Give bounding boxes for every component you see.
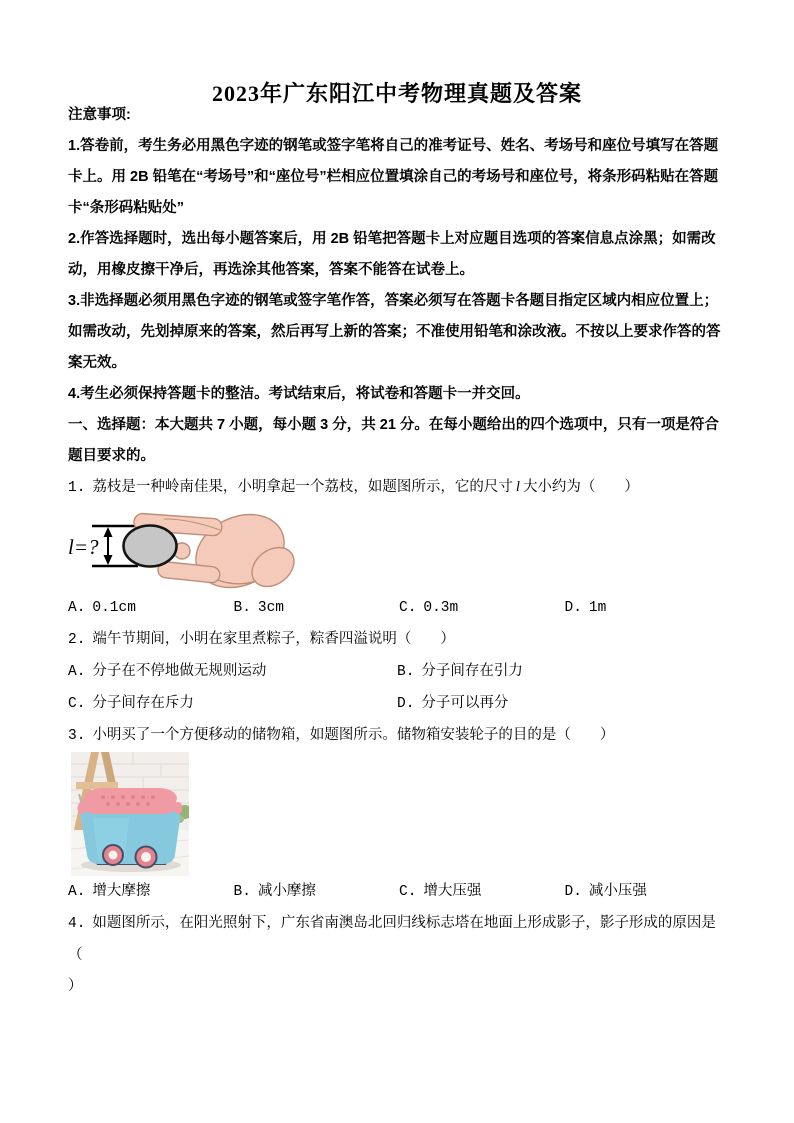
option-a: A. 0.1cm [68,600,136,616]
option-d: D. 分子可以再分 [397,695,509,712]
option-d: D. 1m [564,600,607,616]
question-3-number: 3. [68,728,86,744]
notice-item-3: 3.非选择题必须用黑色字迹的钢笔或签字笔作答，答案必须写在答题卡各题目指定区域内相应位置上；如需改动，先划掉原来的答案，然后再写上新的答案；不准使用铅笔和涂改液。不按以上要求作答的答案无效。 [68,293,721,371]
notice-item-2: 2.作答选择题时，选出每小题答案后，用 2B 铅笔把答题卡上对应题目选项的答案信息点涂黑；如需改动，用橡皮擦干净后，再选涂其他答案，答案不能答在试卷上。 [68,231,716,278]
option-c: C. 0.3m [399,600,459,616]
section-heading: 一、选择题：本大题共 7 小题，每小题 3 分，共 21 分。在每小题给出的四个选项中，只有一项是符合题目要求的。 [68,417,719,464]
question-4-text: 4. 如题图所示，在阳光照射下，广东省南澳岛北回归线标志塔在地面上形成影子，影子形成的原因是（ [68,915,716,963]
notice-item-1: 1.答卷前，考生务必用黑色字迹的钢笔或签字笔将自己的准考证号、姓名、考场号和座位号填写在答题卡上。用 2B 铅笔在“考场号”和“座位号”栏相应位置填涂自己的考场号和座位号，将条形码粘贴在答题卡“条形码粘贴处” [68,138,719,216]
question-2-text: 2. 端午节期间，小明在家里煮粽子，粽香四溢说明（ ） [68,631,455,648]
question-4-number: 4. [68,916,86,932]
question-1-number: 1. [68,480,86,496]
question-2-number: 2. [68,632,86,648]
notice-item-4: 4.考生必须保持答题卡的整洁。考试结束后，将试卷和答题卡一并交回。 [68,386,530,402]
question-2-options-row-1 [68,656,722,688]
option-d: D. 减小压强 [564,883,647,900]
question-1-options [68,592,722,624]
lid-handle-right [174,802,183,814]
question-3-options [68,876,722,908]
page-title: 2023年广东阳江中考物理真题及答案 [211,80,582,106]
option-a: A. 增大摩擦 [68,883,151,900]
page-content [68,100,722,1002]
dimension-label: l=? [68,535,99,559]
lid-handle-left [78,802,87,814]
option-a: A. 分子在不停地做无规则运动 [68,663,267,680]
dimension-variable: l [515,479,520,495]
option-b: B. 3cm [233,600,285,616]
question-1-text: 1. 荔枝是一种岭南佳果，小明拿起一个荔枝，如题图所示，它的尺寸 l 大小约为（ ） [68,479,639,496]
lychee-circle [124,526,177,567]
storage-box-photo [71,752,189,876]
lychee-hand-figure [68,504,318,592]
question-3-text: 3. 小明买了一个方便移动的储物箱，如题图所示。储物箱安装轮子的目的是（ ） [68,727,615,744]
option-b: B. 减小摩擦 [233,883,316,900]
option-b: B. 分子间存在引力 [397,663,523,680]
question-4-text-wrap: ） [68,978,83,994]
option-c: C. 分子间存在斥力 [68,695,194,712]
notice-heading: 注意事项: [68,107,131,123]
question-2-options-row-2 [68,688,722,720]
box-lid [78,788,183,814]
option-c: C. 增大压强 [399,883,482,900]
